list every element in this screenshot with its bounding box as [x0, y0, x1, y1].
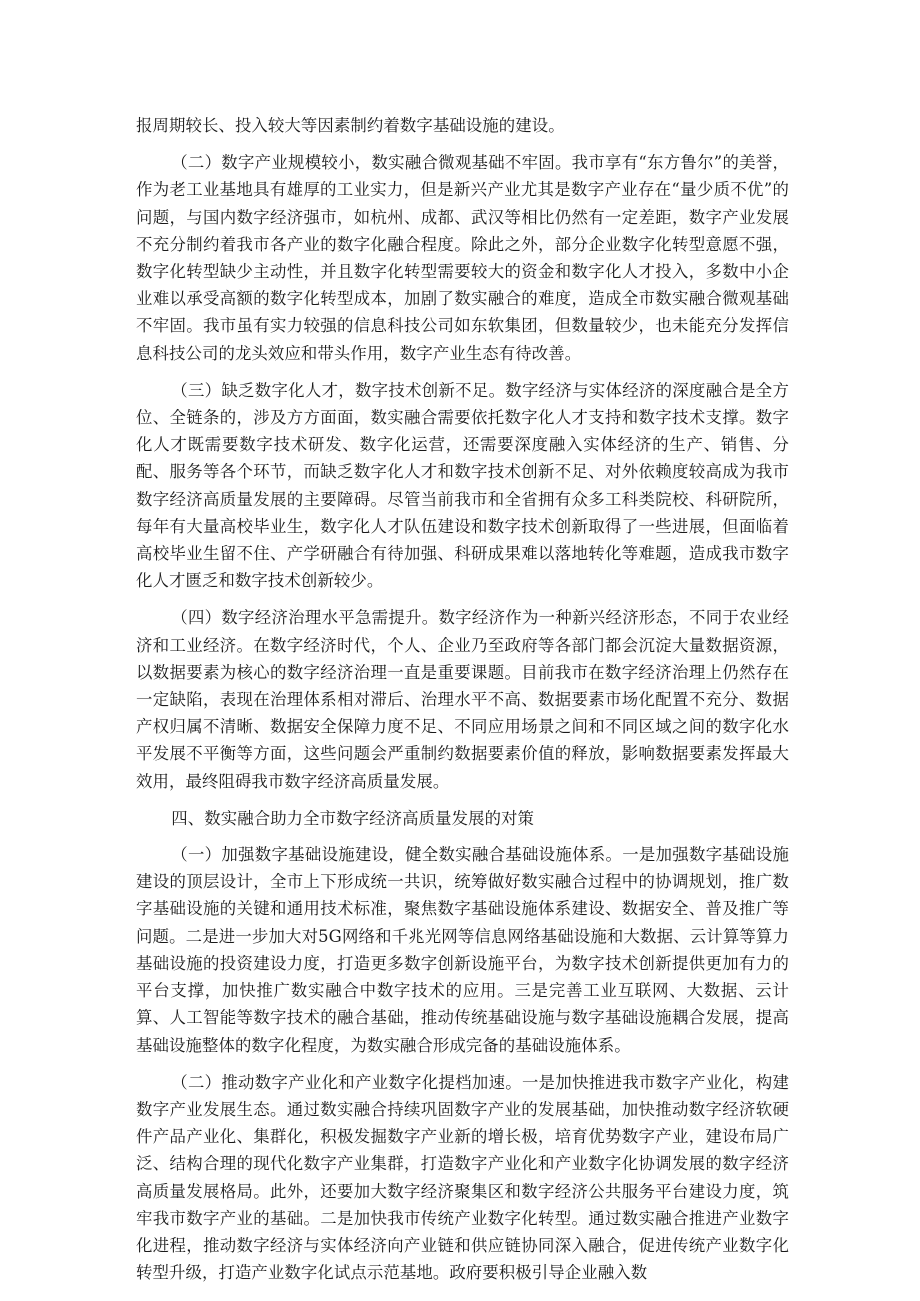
paragraph-continuation: 报周期较长、投入较大等因素制约着数字基础设施的建设。	[136, 116, 565, 135]
paragraph-digital-governance: （四）数字经济治理水平急需提升。数字经济作为一种新兴经济形态，不同于农业经济和工业经济。在数字经济时代，个人、企业乃至政府等各部门都会沉淀大量数据资源，以数据要素为核心的数字经济治理一直是重要课题。目前我市在数字经济治理上仍然存在一定缺陷，表现在治理体系相对滞后、治理水平不高、数据要素市场化配置不充分、数据产权归属不清晰、数据安全保障力度不足、不同应用场景之间和不同区域之间的数字化水平发展不平衡等方面，这些问题会严重制约数据要素价值的释放，影响数据要素发挥最大效用，最终阻碍我市数字经济高质量发展。	[136, 608, 789, 791]
paragraph-infrastructure: （一）加强数字基础设施建设，健全数实融合基础设施体系。一是加强数字基础设施建设的顶层设计，全市上下形成统一共识，统筹做好数实融合过程中的协调规划，推广数字基础设施的关键和通用技术标准，聚焦数字基础设施体系建设、数据安全、普及推广等问题。二是进一步加大对5G网络和千兆光网等信息网络基础设施和大数据、云计算等算力基础设施的投资建设力度，打造更多数字创新设施平台，为数字技术创新提供更加有力的平台支撑，加快推广数实融合中数字技术的应用。三是完善工业互联网、大数据、云计算、人工智能等数字技术的融合基础，推动传统基础设施与数字基础设施耦合发展，提高基础设施整体的数字化程度，为数实融合形成完备的基础设施体系。	[136, 845, 789, 1055]
paragraph-digital-industry-scale: （二）数字产业规模较小，数实融合微观基础不牢固。我市享有“东方鲁尔”的美誉，作为老工业基地具有雄厚的工业实力，但是新兴产业尤其是数字产业存在“量少质不优”的问题，与国内数字经济强市，如杭州、成都、武汉等相比仍然有一定差距，数字产业发展不充分制约着我市各产业的数字化融合程度。除此之外，部分企业数字化转型意愿不强，数字化转型缺少主动性，并且数字化转型需要较大的资金和数字化人才投入，多数中小企业难以承受高额的数字化转型成本，加剧了数实融合的难度，造成全市数实融合微观基础不牢固。我市虽有实力较强的信息科技公司如东软集团，但数量较少，也未能充分发挥信息科技公司的龙头效应和带头作用，数字产业生态有待改善。	[136, 153, 789, 363]
paragraph-industrialization: （二）推动数字产业化和产业数字化提档加速。一是加快推进我市数字产业化，构建数字产业发展生态。通过数实融合持续巩固数字产业的发展基础，加快推动数字经济软硬件产品产业化、集群化，积极发掘数字产业新的增长极，培育优势数字产业，建设布局广泛、结构合理的现代化数字产业集群，打造数字产业化和产业数字化协调发展的数字经济高质量发展格局。此外，还要加大数字经济聚集区和数字经济公共服务平台建设力度，筑牢我市数字产业的基础。二是加快我市传统产业数字化转型。通过数实融合推进产业数字化进程，推动数字经济与实体经济向产业链和供应链协同深入融合，促进传统产业数字化转型升级，打造产业数字化试点示范基地。政府要积极引导企业融入数	[136, 1072, 789, 1283]
section-heading-countermeasures: 四、数实融合助力全市数字经济高质量发展的对策	[171, 808, 535, 828]
paragraph-digital-talent: （三）缺乏数字化人才，数字技术创新不足。数字经济与实体经济的深度融合是全方位、全链条的，涉及方方面面，数实融合需要依托数字化人才支持和数字技术支撑。数字化人才既需要数字技术研发、数字化运营，还需要深度融入实体经济的生产、销售、分配、服务等各个环节，而缺乏数字化人才和数字技术创新不足、对外依赖度较高成为我市数字经济高质量发展的主要障碍。尽管当前我市和全省拥有众多工科类院校、科研院所，每年有大量高校毕业生，数字化人才队伍建设和数字技术创新取得了一些进展，但面临着高校毕业生留不住、产学研融合有待加强、科研成果难以落地转化等难题，造成我市数字化人才匮乏和数字技术创新较少。	[136, 380, 789, 591]
document-body	[136, 112, 789, 1296]
